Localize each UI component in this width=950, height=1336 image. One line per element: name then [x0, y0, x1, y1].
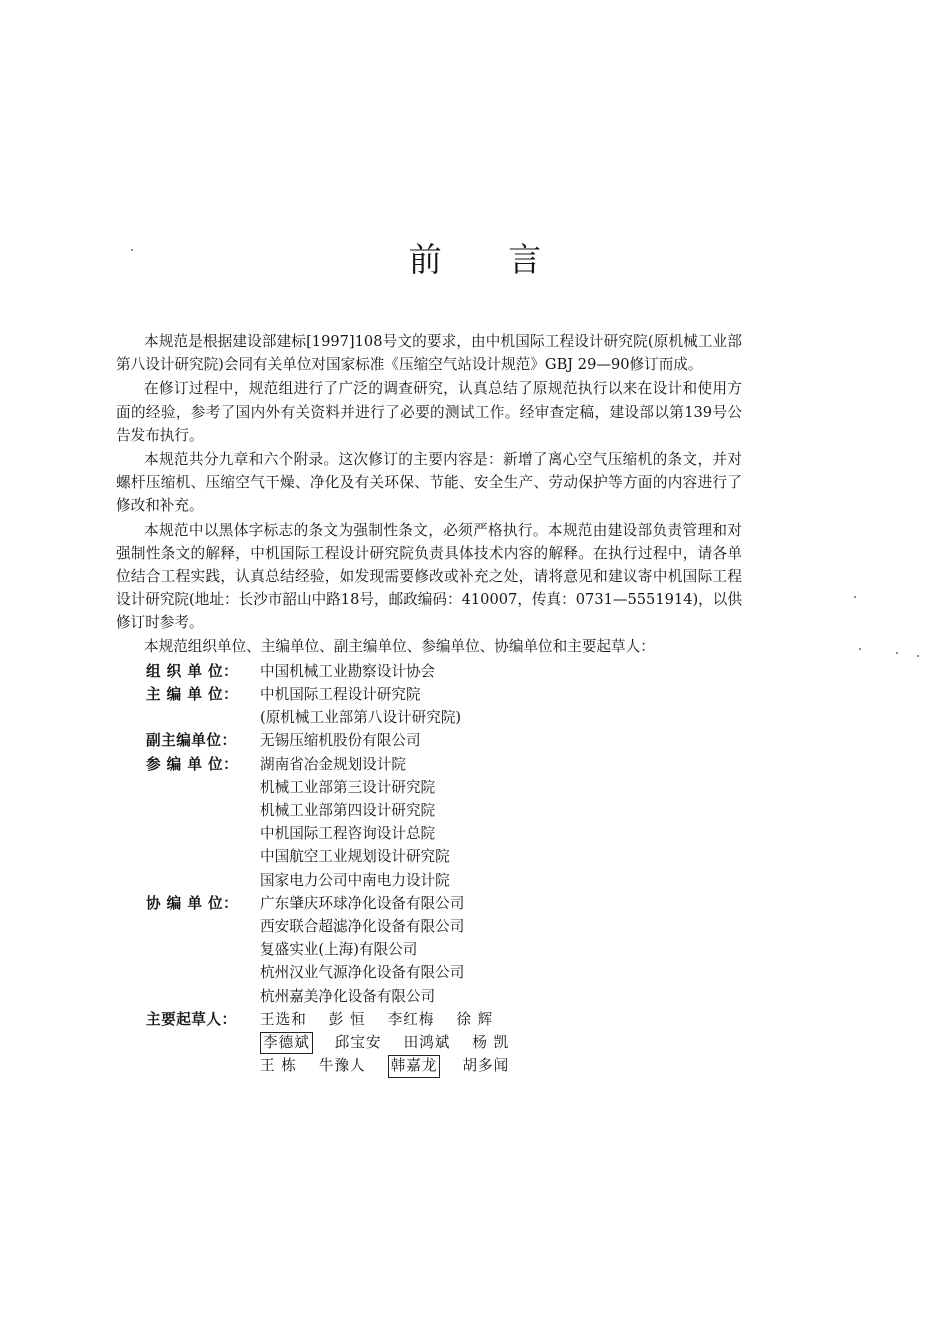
chief-editor-unit-former-name: (原机械工业部第八设计研究院) [260, 709, 462, 727]
deputy-editor-row [116, 729, 742, 752]
unit-roster [116, 660, 742, 1078]
preface-body [116, 330, 742, 1078]
drafter-name-boxed: 韩嘉龙 [388, 1055, 441, 1077]
deputy-editor-label: 副主编单位： [146, 732, 237, 750]
co-editing-unit: 广东肇庆环球净化设备有限公司 [260, 894, 465, 912]
chief-editor-label: 主 编 单 位： [146, 686, 239, 704]
participating-units-label: 参 编 单 位： [146, 755, 239, 773]
participating-unit: 国家电力公司中南电力设计院 [260, 871, 450, 889]
paragraph-1: 本规范是根据建设部建标[1997]108号文的要求，由中机国际工程设计研究院(原机械工业部第八设计研究院)会同有关单位对国家标准《压缩空气站设计规范》GBJ 29—90修订而成。 [116, 333, 742, 374]
participating-unit: 中国航空工业规划设计研究院 [260, 848, 450, 866]
drafter-name: 杨 凯 [472, 1034, 510, 1052]
chief-editor-unit: 中机国际工程设计研究院 [260, 686, 421, 704]
co-editing-unit: 杭州嘉美净化设备有限公司 [260, 987, 436, 1005]
drafter-name: 牛豫人 [318, 1057, 366, 1075]
participating-unit: 机械工业部第三设计研究院 [260, 778, 436, 796]
drafter-name: 王 栋 [260, 1057, 297, 1075]
drafter-name-boxed: 李德斌 [260, 1032, 313, 1054]
drafter-list [260, 1008, 580, 1078]
drafter-name: 邱宝安 [334, 1034, 382, 1052]
drafters-label: 主要起草人： [146, 1010, 237, 1028]
page-title: 前 言 [408, 240, 570, 279]
paragraph-3: 本规范共分九章和六个附录。这次修订的主要内容是：新增了离心空气压缩机的条文，并对螺杆压缩机、压缩空气干燥、净化及有关环保、节能、安全生产、劳动保护等方面的内容进行了修改和补充。 [116, 451, 742, 515]
paragraph-5: 本规范组织单位、主编单位、副主编单位、参编单位、协编单位和主要起草人： [144, 637, 655, 655]
drafter-name: 彭 恒 [328, 1010, 366, 1028]
participating-unit: 湖南省冶金规划设计院 [260, 755, 406, 773]
drafter-name: 徐 辉 [456, 1010, 494, 1028]
participating-unit: 机械工业部第四设计研究院 [260, 802, 436, 820]
paragraph-2: 在修订过程中，规范组进行了广泛的调查研究，认真总结了原规范执行以来在设计和使用方面的经验，参考了国内外有关资料并进行了必要的测试工作。经审查定稿，建设部以第139号公告发布执行。 [116, 380, 742, 444]
co-editing-units-row [116, 892, 742, 1008]
scan-speck [131, 249, 133, 251]
co-editing-unit: 西安联合超滤净化设备有限公司 [260, 918, 465, 936]
scan-speck [896, 652, 898, 654]
drafter-name: 王选和 [260, 1010, 307, 1028]
co-editing-unit: 复盛实业(上海)有限公司 [260, 941, 418, 959]
drafters-row [116, 1008, 742, 1078]
scan-speck [854, 596, 856, 598]
drafter-name: 胡多闻 [462, 1057, 510, 1075]
co-editing-units-label: 协 编 单 位： [146, 894, 239, 912]
drafter-name: 李红梅 [387, 1010, 435, 1028]
participating-units-row [116, 753, 742, 892]
scan-speck [917, 655, 919, 657]
deputy-editor-unit: 无锡压缩机股份有限公司 [260, 732, 421, 750]
organizing-unit-row [116, 660, 742, 683]
organizing-unit: 中国机械工业勘察设计协会 [260, 662, 436, 680]
organizing-unit-label: 组 织 单 位： [146, 662, 239, 680]
drafter-name: 田鸿斌 [403, 1034, 451, 1052]
chief-editor-row [116, 683, 742, 729]
paragraph-4: 本规范中以黑体字标志的条文为强制性条文，必须严格执行。本规范由建设部负责管理和对强制性条文的解释，中机国际工程设计研究院负责具体技术内容的解释。在执行过程中，请各单位结合工程实践，认真总结经验，如发现需要修改或补充之处，请将意见和建议寄中机国际工程设计研究院(地址：长沙市韶山中路18号，邮政编码：410007，传真：0731—5551914)，以供修订时参考。 [116, 521, 742, 632]
participating-unit: 中机国际工程咨询设计总院 [260, 825, 436, 843]
scan-speck [859, 648, 861, 650]
co-editing-unit: 杭州汉业气源净化设备有限公司 [260, 964, 465, 982]
